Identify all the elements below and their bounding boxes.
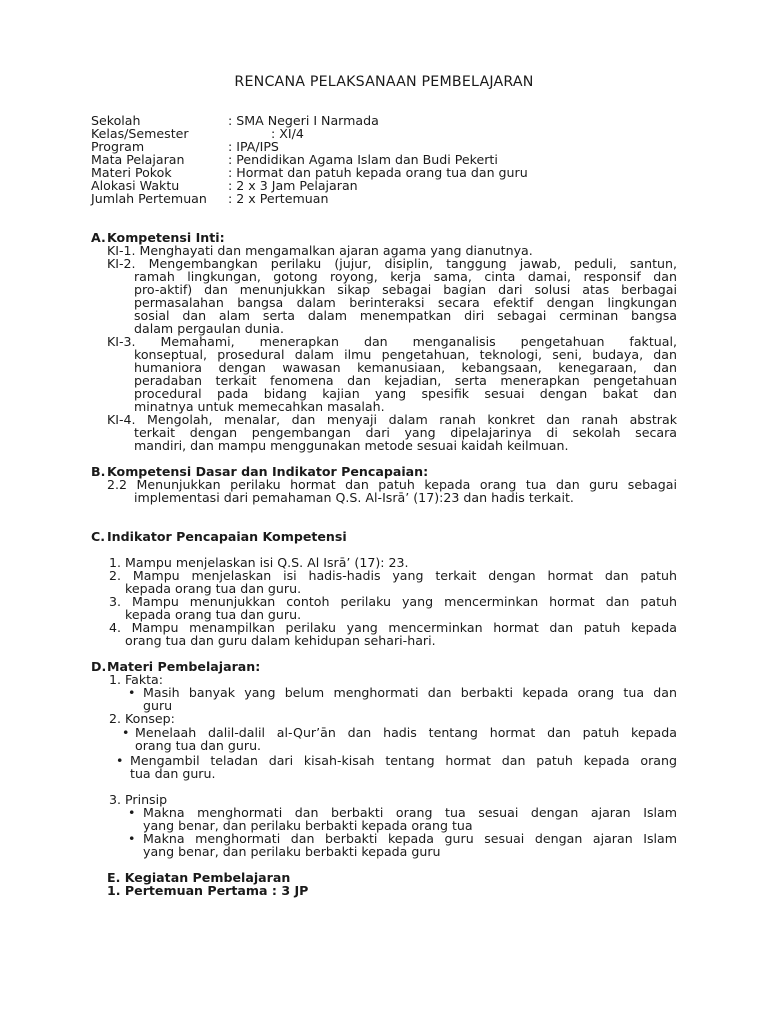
mapel-label: Mata Pelajaran <box>91 152 185 167</box>
ki2-line: sosial dan alam serta dalam menempatkan diri sebagai cerminan bangsa <box>134 308 677 323</box>
ki2-line: KI-2. Mengembangkan perilaku (jujur, disiplin, tanggung jawab, peduli, santun, <box>107 256 677 271</box>
bullet-icon: • <box>116 753 124 768</box>
prinsip-item: yang benar, dan perilaku berbakti kepada orang tua <box>143 818 473 833</box>
ki2-line: ramah lingkungan, gotong royong, kerja sama, cinta damai, responsif dan <box>134 269 677 284</box>
ki3-line: humaniora dengan wawasan kemanusiaan, kebangsaan, kenegaraan, dan <box>134 360 677 375</box>
fakta-item: Masih banyak yang belum menghormati dan berbakti kepada orang tua dan <box>143 685 677 700</box>
alokasi-value: : 2 x 3 Jam Pelajaran <box>228 178 358 193</box>
prinsip-item: Makna menghormati dan berbakti orang tua sesuai dengan ajaran Islam <box>143 805 677 820</box>
sekolah-value: : SMA Negeri I Narmada <box>228 113 379 128</box>
section-b-heading: Kompetensi Dasar dan Indikator Pencapaian: <box>107 464 429 479</box>
ki4-line: terkait dengan pengembangan dari yang dipelajarinya di sekolah secara <box>134 425 677 440</box>
ki4-line: mandiri, dan mampu menggunakan metode sesuai kaidah keilmuan. <box>134 438 569 453</box>
program-value: : IPA/IPS <box>228 139 279 154</box>
ki2-line: pro-aktif) dan menunjukkan sikap sebagai bagian dari solusi atas berbagai <box>134 282 677 297</box>
section-d-heading: Materi Pembelajaran: <box>107 659 261 674</box>
section-e-heading: E. Kegiatan Pembelajaran <box>107 870 291 885</box>
indicator-line: kepada orang tua dan guru. <box>125 607 302 622</box>
sekolah-label: Sekolah <box>91 113 141 128</box>
kd-line: 2.2 Menunjukkan perilaku hormat dan patuh kepada orang tua dan guru sebagai <box>107 477 677 492</box>
ki4-line: KI-4. Mengolah, menalar, dan menyaji dalam ranah konkret dan ranah abstrak <box>107 412 677 427</box>
section-a-letter: A. <box>91 230 106 245</box>
prinsip-label: 3. Prinsip <box>109 792 168 807</box>
konsep-item: Menelaah dalil-dalil al-Qur’ān dan hadis tentang hormat dan patuh kepada <box>135 725 677 740</box>
bullet-icon: • <box>122 725 130 740</box>
konsep-label: 2. Konsep: <box>109 711 175 726</box>
konsep-item: orang tua dan guru. <box>135 738 262 753</box>
ki3-line: konseptual, prosedural dalam ilmu pengetahuan, teknologi, seni, budaya, dan <box>134 347 677 362</box>
bullet-icon: • <box>128 685 136 700</box>
jumlah-value: : 2 x Pertemuan <box>228 191 329 206</box>
bullet-icon: • <box>128 831 136 846</box>
ki3-line: procedural pada bidang kajian yang spesifik sesuai dengan bakat dan <box>134 386 677 401</box>
materi-value: : Hormat dan patuh kepada orang tua dan guru <box>228 165 528 180</box>
materi-label: Materi Pokok <box>91 165 172 180</box>
ki3-line: KI-3. Memahami, menerapkan dan menganalisis pengetahuan faktual, <box>107 334 677 349</box>
section-a-heading: Kompetensi Inti: <box>107 230 225 245</box>
bullet-icon: • <box>128 805 136 820</box>
indicator-line: 1. Mampu menjelaskan isi Q.S. Al Isrā’ (17): 23. <box>109 555 409 570</box>
kd-line: implementasi dari pemahaman Q.S. Al-Isrā’ (17):23 dan hadis terkait. <box>134 490 574 505</box>
prinsip-item: yang benar, dan perilaku berbakti kepada guru <box>143 844 441 859</box>
section-d-letter: D. <box>91 659 107 674</box>
kelas-value: : XI/4 <box>271 126 304 141</box>
indicator-line: 3. Mampu menunjukkan contoh perilaku yang mencerminkan hormat dan patuh <box>109 594 677 609</box>
section-b-letter: B. <box>91 464 106 479</box>
indicator-line: 2. Mampu menjelaskan isi hadis-hadis yang terkait dengan hormat dan patuh <box>109 568 677 583</box>
section-c-heading: Indikator Pencapaian Kompetensi <box>107 529 347 544</box>
meeting-one-heading: 1. Pertemuan Pertama : 3 JP <box>107 883 309 898</box>
ki3-line: minatnya untuk memecahkan masalah. <box>134 399 385 414</box>
konsep-item: Mengambil teladan dari kisah-kisah tentang hormat dan patuh kepada orang <box>130 753 677 768</box>
kelas-label: Kelas/Semester <box>91 126 189 141</box>
prinsip-item: Makna menghormati dan berbakti kepada guru sesuai dengan ajaran Islam <box>143 831 677 846</box>
ki3-line: peradaban terkait fenomena dan kejadian, serta menerapkan pengetahuan <box>134 373 677 388</box>
indicator-line: kepada orang tua dan guru. <box>125 581 302 596</box>
program-label: Program <box>91 139 145 154</box>
document-title: RENCANA PELAKSANAAN PEMBELAJARAN <box>234 74 534 90</box>
fakta-item: guru <box>143 698 173 713</box>
mapel-value: : Pendidikan Agama Islam dan Budi Pekerti <box>228 152 498 167</box>
indicator-line: orang tua dan guru dalam kehidupan sehari-hari. <box>125 633 436 648</box>
ki1-text: KI-1. Menghayati dan mengamalkan ajaran agama yang dianutnya. <box>107 243 533 258</box>
section-c-letter: C. <box>91 529 106 544</box>
konsep-item: tua dan guru. <box>130 766 216 781</box>
jumlah-label: Jumlah Pertemuan <box>91 191 207 206</box>
fakta-label: 1. Fakta: <box>109 672 164 687</box>
ki2-line: permasalahan bangsa dalam berinteraksi secara efektif dengan lingkungan <box>134 295 677 310</box>
alokasi-label: Alokasi Waktu <box>91 178 180 193</box>
ki2-line: dalam pergaulan dunia. <box>134 321 284 336</box>
indicator-line: 4. Mampu menampilkan perilaku yang mencerminkan hormat dan patuh kepada <box>109 620 677 635</box>
